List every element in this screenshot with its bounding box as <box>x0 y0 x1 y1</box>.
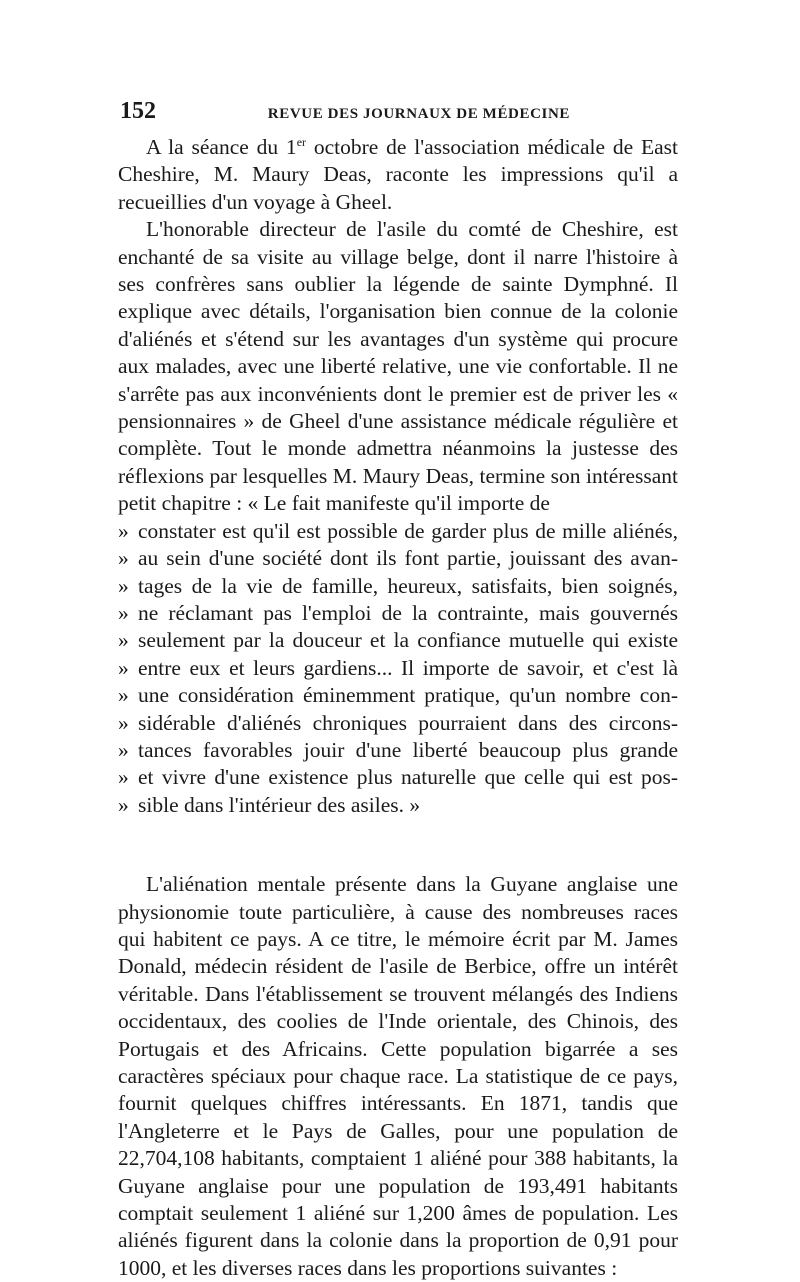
quote-line-text: seulement par la douceur et la confiance mutuelle qui existe <box>138 628 678 653</box>
quote-line <box>118 545 678 572</box>
quote-mark: » <box>118 683 129 708</box>
quotation-block <box>118 518 678 819</box>
para1-before-sup: A la séance du 1 <box>146 135 297 159</box>
paragraph-cheshire-director <box>118 216 678 517</box>
running-title: REVUE DES JOURNAUX DE MÉDECINE <box>267 106 570 122</box>
quote-line-text: entre eux et leurs gardiens... Il importe de savoir, et c'est là <box>138 655 678 680</box>
quote-mark: » <box>118 792 129 817</box>
quote-mark: » <box>118 546 129 571</box>
quote-line-text: et vivre d'une existence plus naturelle que celle qui est pos- <box>138 765 678 790</box>
quote-line <box>118 655 678 682</box>
page-header <box>120 98 680 125</box>
quote-mark: » <box>118 737 129 762</box>
quote-line <box>118 792 678 819</box>
para2-intro: L'honorable directeur de l'asile du comté de Cheshire, est enchanté de sa visite au village belge, dont il narre l'histoire à ses confrères sans oublier la légende de sainte Dymphné. Il explique avec détails, l'organisation bien connue de la colonie d'aliénés et s'étend sur les avantages d'un système qui procure aux malades, avec une liberté relative, une vie confortable. Il ne s'arrête pas aux inconvénients dont le premier est de priver les « pensionnaires » de Gheel d'une assistance médicale régulière et complète. Tout le monde admettra néanmoins la justesse des réflexions par lesquelles M. Maury Deas, termine son intéressant petit chapitre : « Le fait manifeste qu'il importe de <box>118 217 678 516</box>
quote-mark: » <box>118 710 129 735</box>
quote-line <box>118 627 678 654</box>
quote-mark: » <box>118 600 129 625</box>
quote-line <box>118 518 678 545</box>
quote-mark: » <box>118 655 129 680</box>
quote-line-text: constater est qu'il est possible de garder plus de mille aliénés, <box>138 518 678 543</box>
paragraph-guyana <box>118 871 678 1282</box>
quote-line-text: tances favorables jouir d'une liberté beaucoup plus grande <box>138 737 678 762</box>
section-gap <box>118 819 678 871</box>
body-text <box>118 134 678 1282</box>
quote-line <box>118 682 678 709</box>
quote-line-text: sidérable d'aliénés chroniques pourraient dans des circons- <box>138 710 678 735</box>
page-number: 152 <box>120 98 156 124</box>
para3-text: L'aliénation mentale présente dans la Guyane anglaise une physionomie toute particulière, à cause des nombreuses races qui habitent ce pays. A ce titre, le mémoire écrit par M. James Donald, médecin résident de l'asile de Berbice, offre un intérêt véritable. Dans l'établissement se trouvent mélangés des Indiens occidentaux, des coolies de l'Inde orientale, des Chinois, des Portugais et des Africains. Cette population bigarrée a ses caractères spéciaux pour chaque race. La statistique de ce pays, fournit quelques chiffres intéressants. En 1871, tandis que l'Angleterre et le Pays de Galles, pour une population de 22,704,108 habitants, comptaient 1 aliéné pour 388 habitants, la Guyane anglaise pour une population de 193,491 habitants comptait seulement 1 aliéné sur 1,200 âmes de population. Les aliénés figurent dans la colonie dans la proportion de 0,91 pour 1000, et les diverses races dans les proportions suivantes : <box>118 872 678 1280</box>
para1-after-sup: octobre de l'association médicale de East Cheshire, M. Maury Deas, raconte les impressions qu'il a recueillies d'un voyage à Gheel. <box>118 135 678 214</box>
quote-mark: » <box>118 765 129 790</box>
paragraph-gheel-intro <box>118 134 678 216</box>
quote-line <box>118 764 678 791</box>
para1-superscript: er <box>296 134 307 149</box>
quote-line-text: ne réclamant pas l'emploi de la contrainte, mais gouvernés <box>138 600 678 625</box>
quote-mark: » <box>118 518 129 543</box>
quote-line-text: une considération éminemment pratique, qu'un nombre con- <box>138 683 678 708</box>
quote-line <box>118 737 678 764</box>
quote-line-text: sible dans l'intérieur des asiles. » <box>138 792 421 817</box>
quote-line <box>118 710 678 737</box>
quote-mark: » <box>118 573 129 598</box>
quote-line-text: au sein d'une société dont ils font partie, jouissant des avan- <box>138 546 678 571</box>
quote-line-text: tages de la vie de famille, heureux, satisfaits, bien soignés, <box>138 573 678 598</box>
quote-mark: » <box>118 628 129 653</box>
quote-line <box>118 573 678 600</box>
quote-line <box>118 600 678 627</box>
